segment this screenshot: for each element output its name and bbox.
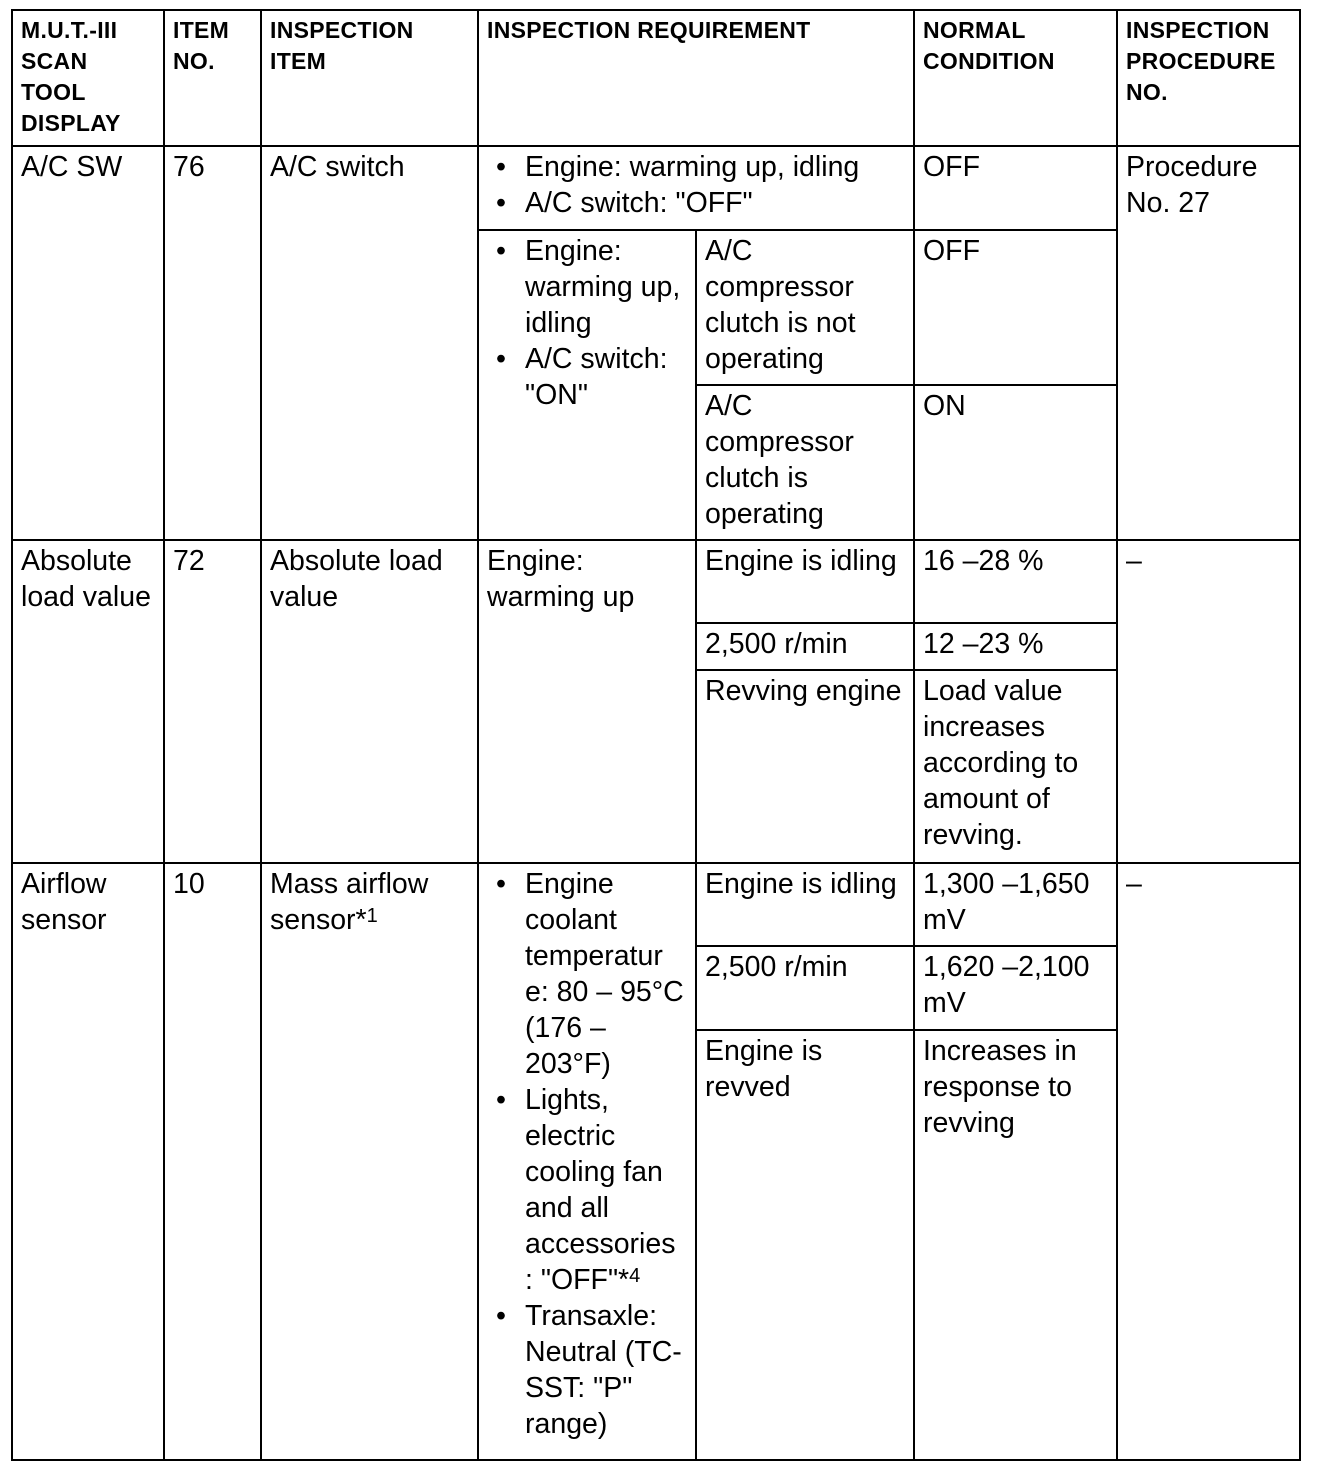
ac-requirement-off: [478, 146, 914, 230]
list-item: • A/C switch: "OFF": [525, 185, 906, 221]
airflow-procedure: –: [1117, 863, 1300, 1460]
list-item-text: Lights, electric cooling fan and all accessories : "OFF"*: [525, 1083, 676, 1296]
absload-item-no: 72: [164, 540, 261, 862]
absload-item: Absolute load value: [261, 540, 478, 862]
list-item: • Engine: warming up, idling: [525, 149, 906, 185]
list-item: [525, 1082, 688, 1298]
list-item: • Transaxle: Neutral (TC-SST: "P" range): [525, 1298, 688, 1442]
absload-normal-2: 12 –23 %: [914, 623, 1117, 670]
ac-display: A/C SW: [12, 146, 164, 540]
ac-normal-1: OFF: [914, 146, 1117, 230]
header-procedure-no: INSPECTION PROCEDURE NO.: [1117, 10, 1300, 146]
list-item: • Engine: warming up, idling: [525, 233, 688, 341]
footnote-marker: 4: [629, 1264, 641, 1287]
absload-requirement: Engine: warming up: [478, 540, 696, 862]
header-normal-condition: NORMAL CONDITION: [914, 10, 1117, 146]
footnote-marker: 1: [366, 904, 378, 927]
airflow-condition-2: 2,500 r/min: [696, 946, 914, 1030]
header-inspection-item: INSPECTION ITEM: [261, 10, 478, 146]
absload-condition-1: Engine is idling: [696, 540, 914, 623]
airflow-item-no: 10: [164, 863, 261, 1460]
table-row: [12, 540, 1300, 623]
airflow-normal-2: 1,620 –2,100 mV: [914, 946, 1117, 1030]
absload-normal-1: 16 –28 %: [914, 540, 1117, 623]
absload-display: Absolute load value: [12, 540, 164, 862]
absload-condition-3: Revving engine: [696, 670, 914, 862]
airflow-condition-1: Engine is idling: [696, 863, 914, 946]
header-item-no: ITEM NO.: [164, 10, 261, 146]
airflow-normal-3: Increases in response to revving: [914, 1030, 1117, 1460]
airflow-item: [261, 863, 478, 1460]
header-requirement: INSPECTION REQUIREMENT: [478, 10, 914, 146]
airflow-requirement: [478, 863, 696, 1460]
table-row: [12, 146, 1300, 230]
header-row: [12, 10, 1300, 146]
list-item: • Engine coolant temperatur e: 80 – 95°C (176 – 203°F): [525, 866, 688, 1082]
inspection-table: [11, 9, 1301, 1461]
ac-normal-2: OFF: [914, 230, 1117, 385]
ac-condition-operating: A/C compressor clutch is operating: [696, 385, 914, 540]
list-item: • A/C switch: "ON": [525, 341, 688, 413]
ac-normal-3: ON: [914, 385, 1117, 540]
airflow-display: Airflow sensor: [12, 863, 164, 1460]
ac-requirement-on: [478, 230, 696, 540]
header-display: M.U.T.-III SCAN TOOL DISPLAY: [12, 10, 164, 146]
airflow-normal-1: 1,300 –1,650 mV: [914, 863, 1117, 946]
ac-condition-not-operating: A/C compressor clutch is not operating: [696, 230, 914, 385]
ac-item-no: 76: [164, 146, 261, 540]
ac-item: A/C switch: [261, 146, 478, 540]
absload-normal-3: Load value increases according to amount of revving.: [914, 670, 1117, 862]
table-row: [12, 863, 1300, 946]
absload-condition-2: 2,500 r/min: [696, 623, 914, 670]
ac-procedure: Procedure No. 27: [1117, 146, 1300, 540]
airflow-item-text: Mass airflow sensor*: [270, 867, 429, 936]
airflow-condition-3: Engine is revved: [696, 1030, 914, 1460]
absload-procedure: –: [1117, 540, 1300, 862]
